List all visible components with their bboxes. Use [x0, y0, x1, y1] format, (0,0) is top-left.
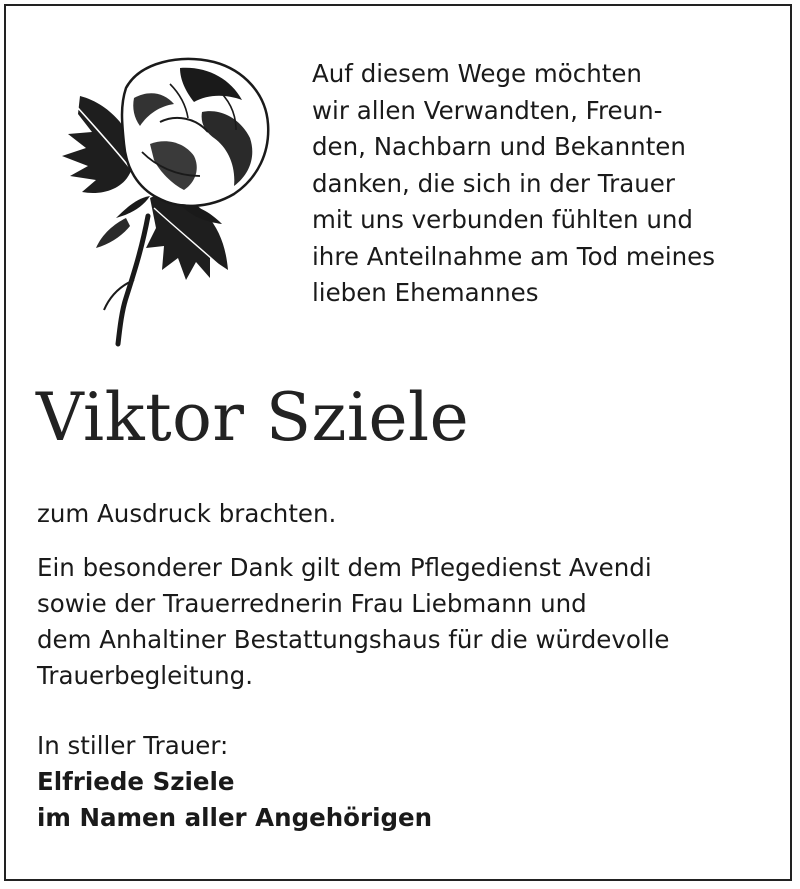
closing-paragraph	[37, 496, 777, 532]
closing-line: zum Ausdruck brachten.	[37, 499, 337, 528]
intro-line: lieben Ehemannes	[312, 278, 539, 307]
deceased-name: Viktor Sziele	[36, 379, 470, 456]
thanks-line: sowie der Trauerrednerin Frau Liebmann und	[37, 589, 587, 618]
signature-block	[37, 728, 777, 836]
signature-intro: In stiller Trauer:	[37, 731, 229, 760]
intro-line: Auf diesem Wege möchten	[312, 59, 642, 88]
intro-line: wir allen Verwandten, Freun-	[312, 95, 663, 125]
intro-line: mit uns verbunden fühlten und	[312, 205, 693, 234]
rose-icon	[30, 48, 280, 348]
signature-group: im Namen aller Angehörigen	[37, 803, 433, 832]
intro-line: danken, die sich in der Trauer	[312, 168, 675, 198]
thanks-line: Trauerbegleitung.	[37, 661, 253, 690]
thanks-line: dem Anhaltiner Bestattungshaus für die würdevolle	[37, 625, 670, 654]
intro-text	[312, 56, 782, 312]
thanks-paragraph	[37, 550, 777, 694]
thanks-line: Ein besonderer Dank gilt dem Pflegedienst Avendi	[37, 553, 652, 582]
signature-name: Elfriede Sziele	[37, 767, 235, 796]
intro-line: ihre Anteilnahme am Tod meines	[312, 241, 716, 271]
intro-line: den, Nachbarn und Bekannten	[312, 132, 686, 161]
